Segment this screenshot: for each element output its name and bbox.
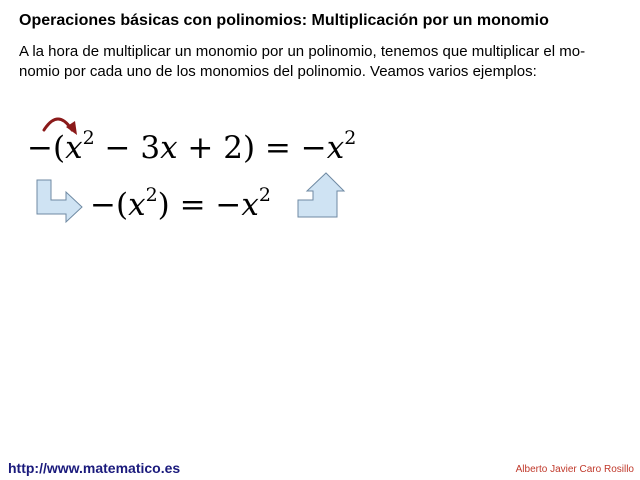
eq1-lhs-open: −( — [27, 130, 66, 166]
eq2-rhs-exp: 2 — [258, 184, 271, 206]
intro-line-1: A la hora de multiplicar un monomio por un polinomio, tenemos que multiplicar el mo- — [19, 43, 586, 60]
eq2-rhs-var: x — [241, 187, 259, 223]
curved-arrow-icon — [44, 119, 72, 130]
eq1-rhs-exp: 2 — [344, 127, 357, 149]
eq1-tail: + 2) = − — [177, 130, 327, 166]
eq2-tail: ) = − — [157, 187, 242, 223]
eq1-mid: − 3 — [94, 130, 161, 166]
bent-right-arrow-icon — [37, 180, 82, 222]
eq2-exp-1: 2 — [145, 184, 158, 206]
eq2-var-1: x — [128, 187, 146, 223]
equation-1 — [27, 127, 357, 166]
eq1-var-1: x — [65, 130, 83, 166]
bent-up-arrow-icon — [298, 173, 344, 217]
footer-author: Alberto Javier Caro Rosillo — [515, 464, 634, 475]
footer-website-link[interactable]: http://www.matematico.es — [8, 460, 181, 476]
eq1-var-2: x — [160, 130, 178, 166]
eq1-rhs-var: x — [326, 130, 345, 166]
slide-title: Operaciones básicas con polinomios: Multiplicación por un monomio — [19, 12, 549, 29]
intro-line-2: nomio por cada uno de los monomios del polinomio. Veamos varios ejemplos: — [19, 63, 537, 80]
equation-2 — [90, 184, 271, 223]
eq2-lhs-open: −( — [90, 187, 129, 223]
eq1-exp-1: 2 — [82, 127, 95, 149]
